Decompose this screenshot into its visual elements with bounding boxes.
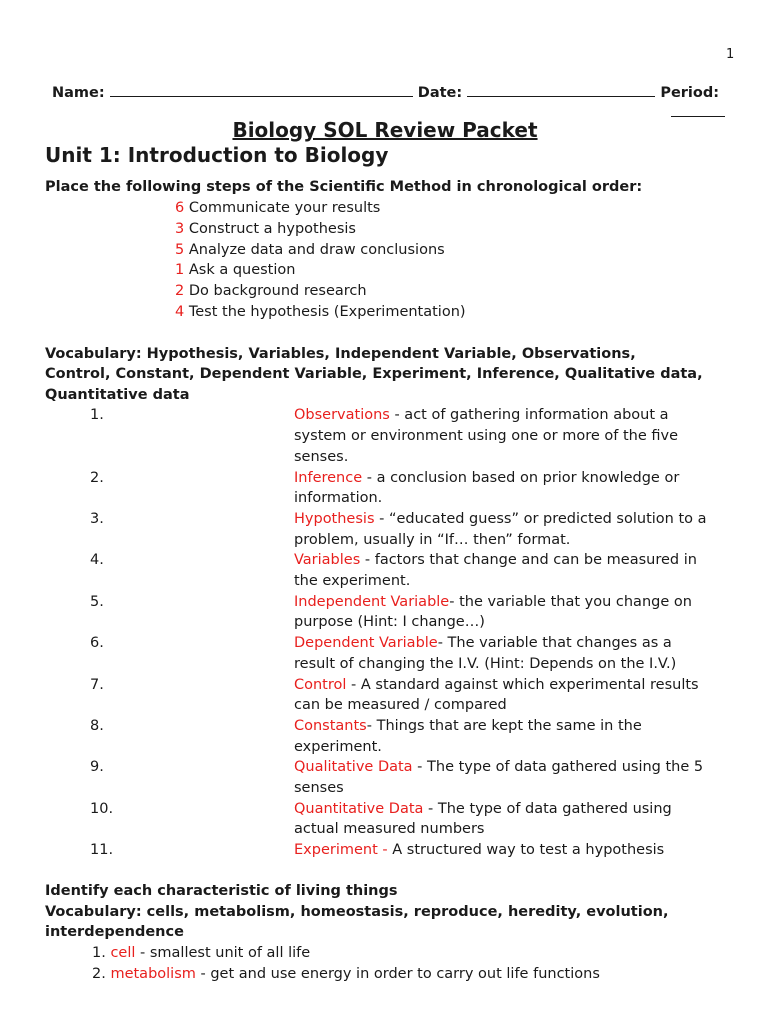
definition-line: Dependent Variable- The variable that changes as a — [294, 635, 672, 651]
list-item: 2. metabolism - get and use energy in order to carry out life functions — [92, 966, 600, 982]
item-number: 4. — [90, 552, 104, 568]
page-title: Biology SOL Review Packet — [232, 118, 538, 142]
definition-line: Control - A standard against which experimental results — [294, 677, 699, 693]
list-item: 6 Communicate your results — [175, 200, 381, 216]
definition-line: Quantitative Data - The type of data gathered using — [294, 801, 672, 817]
vocab-heading-line: Vocabulary: cells, metabolism, homeostasis, reproduce, heredity, evolution, — [45, 904, 669, 920]
item-number: 11. — [90, 842, 114, 858]
sci-method-instruction: Place the following steps of the Scientific Method in chronological order: — [45, 179, 643, 195]
item-number: 5. — [90, 594, 104, 610]
definition-line: purpose (Hint: I change…) — [294, 614, 485, 630]
definition-line: senses. — [294, 449, 349, 465]
list-item: 2 Do background research — [175, 283, 367, 299]
definition-line: the experiment. — [294, 573, 411, 589]
list-item: 3 Construct a hypothesis — [175, 221, 356, 237]
header-fields — [52, 82, 719, 101]
vocab-heading-line: Vocabulary: Hypothesis, Variables, Independent Variable, Observations, — [45, 346, 636, 362]
period-blank[interactable] — [671, 102, 725, 117]
item-number: 3. — [90, 511, 104, 527]
item-number: 9. — [90, 759, 104, 775]
definition-line: actual measured numbers — [294, 821, 485, 837]
definition-line: system or environment using one or more of the five — [294, 428, 679, 444]
item-number: 10. — [90, 801, 114, 817]
definition-line: Qualitative Data - The type of data gathered using the 5 — [294, 759, 704, 775]
list-item: 1. cell - smallest unit of all life — [92, 945, 311, 961]
definition-line: Independent Variable- the variable that you change on — [294, 594, 692, 610]
vocab-heading-line: Control, Constant, Dependent Variable, Experiment, Inference, Qualitative data, — [45, 366, 703, 382]
page-number: 1 — [726, 47, 735, 62]
list-item: 5 Analyze data and draw conclusions — [175, 242, 445, 258]
date-label: Date: — [417, 85, 463, 101]
list-item: 4 Test the hypothesis (Experimentation) — [175, 304, 466, 320]
list-item: 1 Ask a question — [175, 262, 296, 278]
period-label: Period: — [660, 85, 720, 101]
unit-heading: Unit 1: Introduction to Biology — [45, 143, 389, 167]
name-blank[interactable] — [110, 82, 413, 97]
item-number: 6. — [90, 635, 104, 651]
vocab-heading-line: interdependence — [45, 924, 184, 940]
definition-line: Constants- Things that are kept the same in the — [294, 718, 642, 734]
name-label: Name: — [52, 85, 105, 101]
item-number: 7. — [90, 677, 104, 693]
definition-line: Variables - factors that change and can be measured in — [294, 552, 697, 568]
definition-line: problem, usually in “If… then” format. — [294, 532, 571, 548]
definition-line: Hypothesis - “educated guess” or predicted solution to a — [294, 511, 707, 527]
date-blank[interactable] — [467, 82, 655, 97]
definition-line: result of changing the I.V. (Hint: Depends on the I.V.) — [294, 656, 677, 672]
definition-line: experiment. — [294, 739, 382, 755]
living-heading: Identify each characteristic of living things — [45, 883, 398, 899]
item-number: 1. — [90, 407, 104, 423]
item-number: 2. — [90, 470, 104, 486]
vocab-heading-line: Quantitative data — [45, 387, 190, 403]
definition-line: senses — [294, 780, 344, 796]
definition-line: can be measured / compared — [294, 697, 507, 713]
definition-line: Experiment - A structured way to test a hypothesis — [294, 842, 665, 858]
definition-line: Inference - a conclusion based on prior knowledge or — [294, 470, 680, 486]
item-number: 8. — [90, 718, 104, 734]
definition-line: information. — [294, 490, 383, 506]
definition-line: Observations - act of gathering information about a — [294, 407, 669, 423]
